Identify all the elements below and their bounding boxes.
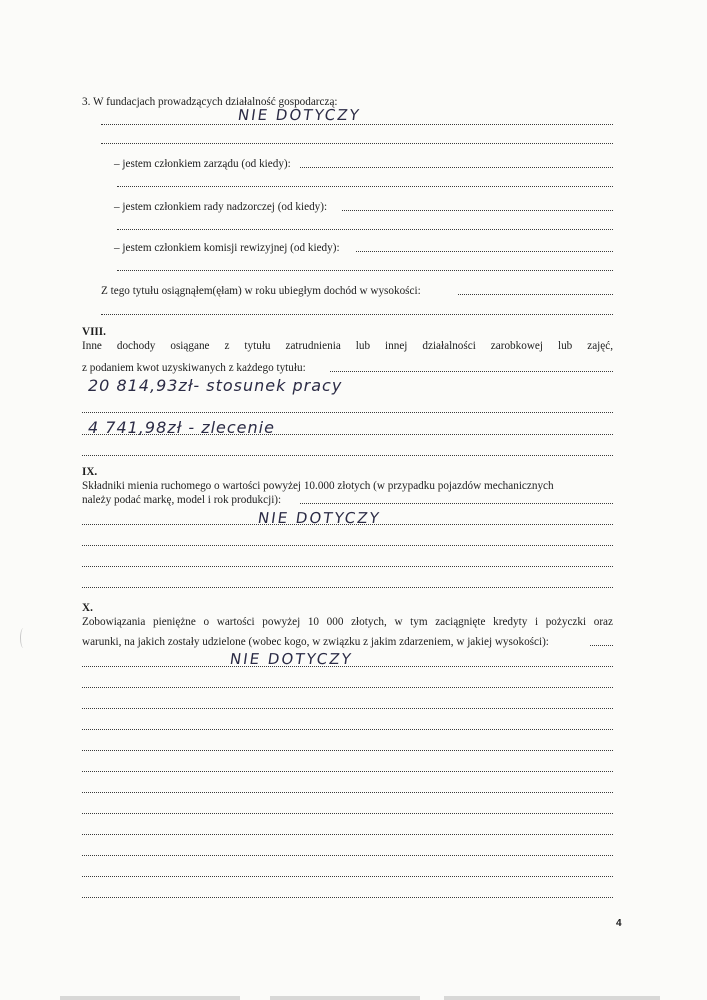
answer-line [356,251,613,252]
answer-line [82,876,613,877]
section9-text: Składniki mienia ruchomego o wartości powyżej 10.000 złotych (w przypadku pojazdów mechanicznych [82,480,554,492]
answer-line [82,708,613,709]
answer-line [82,587,613,588]
answer-line [82,750,613,751]
section10-number: X. [82,602,93,614]
handwritten-answer: NIE DOTYCZY [228,650,354,668]
section9-text: należy podać markę, model i rok produkcji): [82,494,282,506]
section8-text: z podaniem kwot uzyskiwanych z każdego tytułu: [82,362,306,374]
answer-line [82,455,613,456]
answer-line [82,412,613,413]
answer-line [300,167,613,168]
answer-line [117,229,613,230]
answer-line [101,314,613,315]
answer-line [82,566,613,567]
page-number: 4 [616,918,622,929]
answer-line [101,124,613,125]
scan-edge [60,996,660,1000]
answer-line [590,645,613,646]
section10-text: Zobowiązania pieniężne o wartości powyżej 10 000 złotych, w tym zaciągnięte kredyty i pożyczki oraz [82,616,613,628]
komisja-label: – jestem członkiem komisji rewizyjnej (od kiedy): [114,242,340,254]
answer-line [117,186,613,187]
answer-line [82,687,613,688]
zarzad-label: – jestem członkiem zarządu (od kiedy): [114,158,291,170]
answer-line [342,210,613,211]
dochod-label: Z tego tytułu osiągnąłem(ęłam) w roku ubiegłym dochód w wysokości: [101,285,421,297]
answer-line [82,545,613,546]
section8-number: VIII. [82,326,106,338]
answer-line [82,729,613,730]
handwritten-income-entry: 20 814,93zł- stosunek pracy [88,376,343,395]
answer-line [82,813,613,814]
answer-line [82,771,613,772]
answer-line [82,834,613,835]
answer-line [117,270,613,271]
answer-line [82,434,613,435]
answer-line [82,666,613,667]
section9-number: IX. [82,466,98,478]
section10-text: warunki, na jakich zostały udzielone (wobec kogo, w związku z jakim zdarzeniem, w jakiej wysokości): [82,636,549,648]
handwritten-answer: NIE DOTYCZY [256,509,382,527]
answer-line [82,855,613,856]
handwritten-income-entry: 4 741,98zł - zlecenie [88,418,275,437]
answer-line [458,294,613,295]
answer-line [82,897,613,898]
rada-label: – jestem członkiem rady nadzorczej (od kiedy): [114,201,328,213]
scan-mark [20,628,27,648]
section3-heading: 3. W fundacjach prowadzących działalność gospodarczą: [82,96,338,108]
answer-line [82,524,613,525]
answer-line [82,792,613,793]
section8-text: Inne dochody osiągane z tytułu zatrudnienia lub innej działalności zarobkowej lub zajęć, [82,340,613,352]
answer-line [300,503,613,504]
answer-line [101,143,613,144]
answer-line [330,371,613,372]
handwritten-answer: NIE DOTYCZY [236,106,362,124]
